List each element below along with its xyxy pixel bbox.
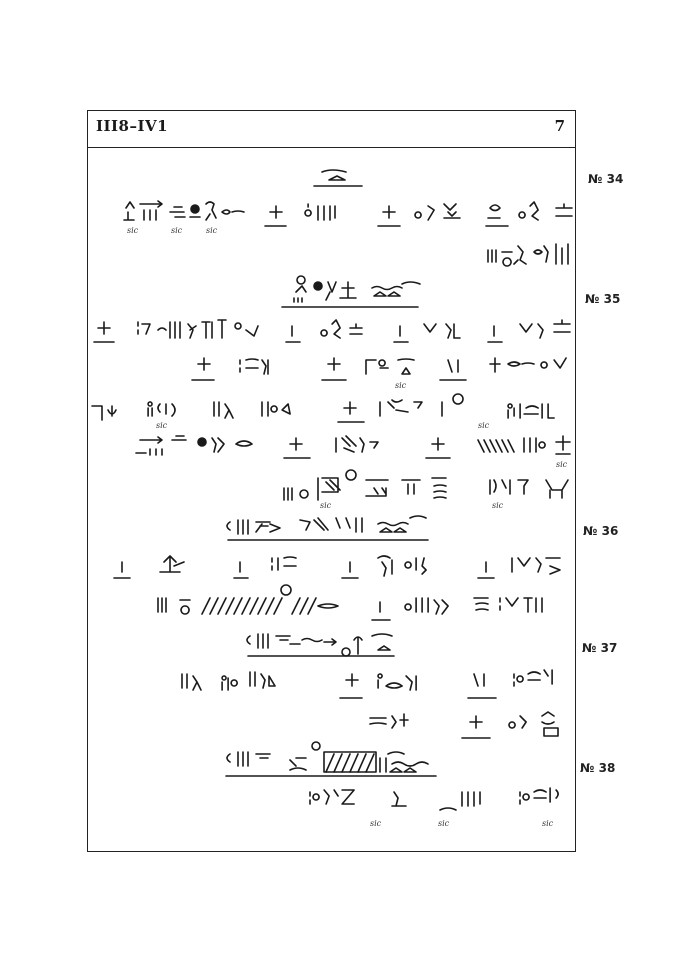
svg-text:sic: sic (370, 819, 382, 828)
entry-35-line-1 (94, 320, 570, 342)
entry-number-37: № 37 (582, 641, 618, 655)
svg-text:sic: sic (171, 226, 183, 235)
entry-38-heading (226, 742, 436, 776)
svg-text:sic: sic (478, 421, 490, 430)
entry-36-line-2 (158, 585, 542, 620)
entry-37-heading (247, 634, 394, 656)
entry-36-line-1 (114, 556, 560, 578)
entry-35-line-5 (284, 470, 568, 500)
entry-35-heading (282, 276, 420, 307)
entry-35-line-4 (136, 436, 570, 458)
svg-text:sic: sic (127, 226, 139, 235)
entry-34-line-1 (124, 201, 572, 226)
svg-text:sic: sic (395, 381, 407, 390)
entry-number-35: № 35 (585, 292, 621, 306)
section-range-label: III8–IV1 (96, 117, 169, 135)
entry-34-heading (314, 170, 362, 186)
entry-36-heading (227, 516, 428, 540)
svg-text:sic: sic (320, 501, 332, 510)
entry-number-38: № 38 (580, 761, 616, 775)
entry-34-sic-marks (127, 226, 218, 235)
svg-text:sic: sic (438, 819, 450, 828)
entry-number-34: № 34 (588, 172, 624, 186)
svg-text:sic: sic (156, 421, 168, 430)
svg-text:sic: sic (206, 226, 218, 235)
svg-text:sic: sic (556, 460, 568, 469)
entry-35-line-2 (192, 358, 566, 380)
entry-35-line-3 (92, 394, 554, 422)
entry-34-line-2 (488, 244, 568, 266)
entry-38-line-1 (310, 788, 558, 810)
entry-37-line-2 (370, 712, 558, 738)
svg-text:sic: sic (542, 819, 554, 828)
page-number: 7 (554, 117, 565, 135)
entry-number-36: № 36 (583, 524, 619, 538)
entry-37-line-1 (182, 670, 552, 698)
svg-text:sic: sic (492, 501, 504, 510)
